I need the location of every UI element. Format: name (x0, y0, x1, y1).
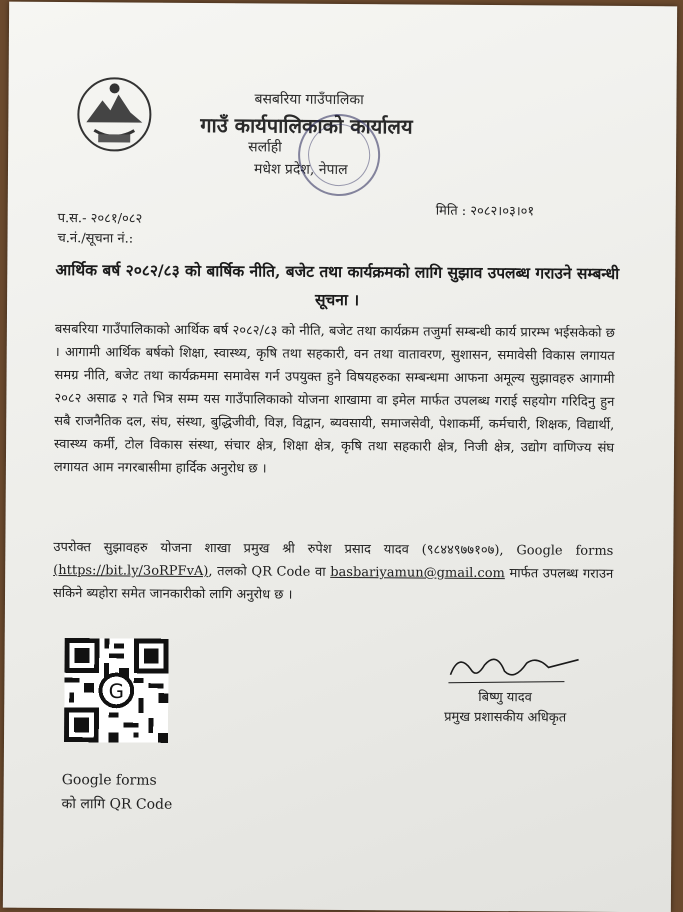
paragraph-2-text-a: उपरोक्त सुझावहरु योजना शाखा प्रमुख श्री रुपेश प्रसाद यादव (९८४४९७७१०७), Google forms (53, 540, 614, 559)
notice-paragraph-2 (53, 536, 613, 609)
dispatch-number: च.नं./सूचना नं.: (57, 231, 134, 247)
date-label: मिति : २०८२।०३।०१ (435, 203, 535, 220)
signatory-designation: प्रमुख प्रशासकीय अधिकृत (444, 709, 567, 726)
paragraph-2-text-c: मार्फत उपलब्ध गराउन सकिने ब्यहोरा समेत जानकारीको लागि अनुरोध छ । (52, 566, 614, 603)
notice-paragraph-1: बसबरिया गाउँपालिकाको आर्थिक बर्ष २०८२/८३ को नीति, बजेट तथा कार्यक्रम तजुर्मा सम्बन्धी कार्य प्रारम्भ भईसकेको छ । आगामी आर्थिक बर्षको शिक्षा, स्वास्थ्य, कृषि तथा सहकारी, वन तथा वातावरण, सुशासन, समावेसी विकास लगायत समग्र नीति, बजेट तथा कार्यक्रममा समावेस गर्न उपयुक्त हुने विषयहरुका सम्बन्धमा आफना अमूल्य सुझावहरु आगामी २०८२ असाढ २ गते भित्र सम्म यस गाउँपालिकाको योजना शाखामा वा इमेल मार्फत उपलब्ध गराई सहयोग गरिदिनु हुन सबै राजनैतिक दल, संघ, संस्था, बुद्धिजीवी, विज्ञ, विद्वान, ब्यवसायी, समाजसेवी, पेशाकर्मी, कर्मचारी, शिक्षक, विद्यार्थी, स्वास्थ्य कर्मी, टोल विकास संस्था, संचार क्षेत्र, शिक्षा क्षेत्र, कृषि तथा सहकारी क्षेत्र, निजी क्षेत्र, उद्योग वाणिज्य संघ लगायत आम नगरबासीमा हार्दिक अनुरोध छ । (53, 322, 615, 477)
notice-paper (3, 2, 677, 912)
signature-icon (444, 645, 584, 692)
notice-title: आर्थिक बर्ष २०८२/८३ को बार्षिक नीति, बजेट तथा कार्यक्रमको लागि सुझाव उपलब्ध गराउने सम्बन्धी सूचना । (55, 260, 620, 310)
qr-caption-line-2: को लागि QR Code (61, 796, 173, 813)
province-name: मधेश प्रदेश, नेपाल (253, 161, 348, 179)
email-link[interactable]: basbariyamun@gmail.com (330, 564, 505, 582)
signatory-name: बिष्णु यादव (478, 689, 532, 706)
nepal-emblem-icon (72, 72, 157, 157)
reference-number: प.स.- २०८१/०८२ (57, 211, 143, 227)
office-name: गाउँ कार्यपालिकाको कार्यालय (200, 113, 413, 139)
qr-code-icon (64, 636, 169, 745)
paragraph-2-text-b: , तलको QR Code वा (208, 564, 331, 580)
svg-text:G: G (108, 679, 125, 703)
qr-caption-line-1: Google forms (61, 772, 157, 789)
district-name: सर्लाही (248, 139, 282, 156)
municipality-name: बसबरिया गाउँपालिका (254, 91, 364, 109)
google-form-link[interactable]: (https://bit.ly/3oRPFvA) (53, 563, 209, 580)
